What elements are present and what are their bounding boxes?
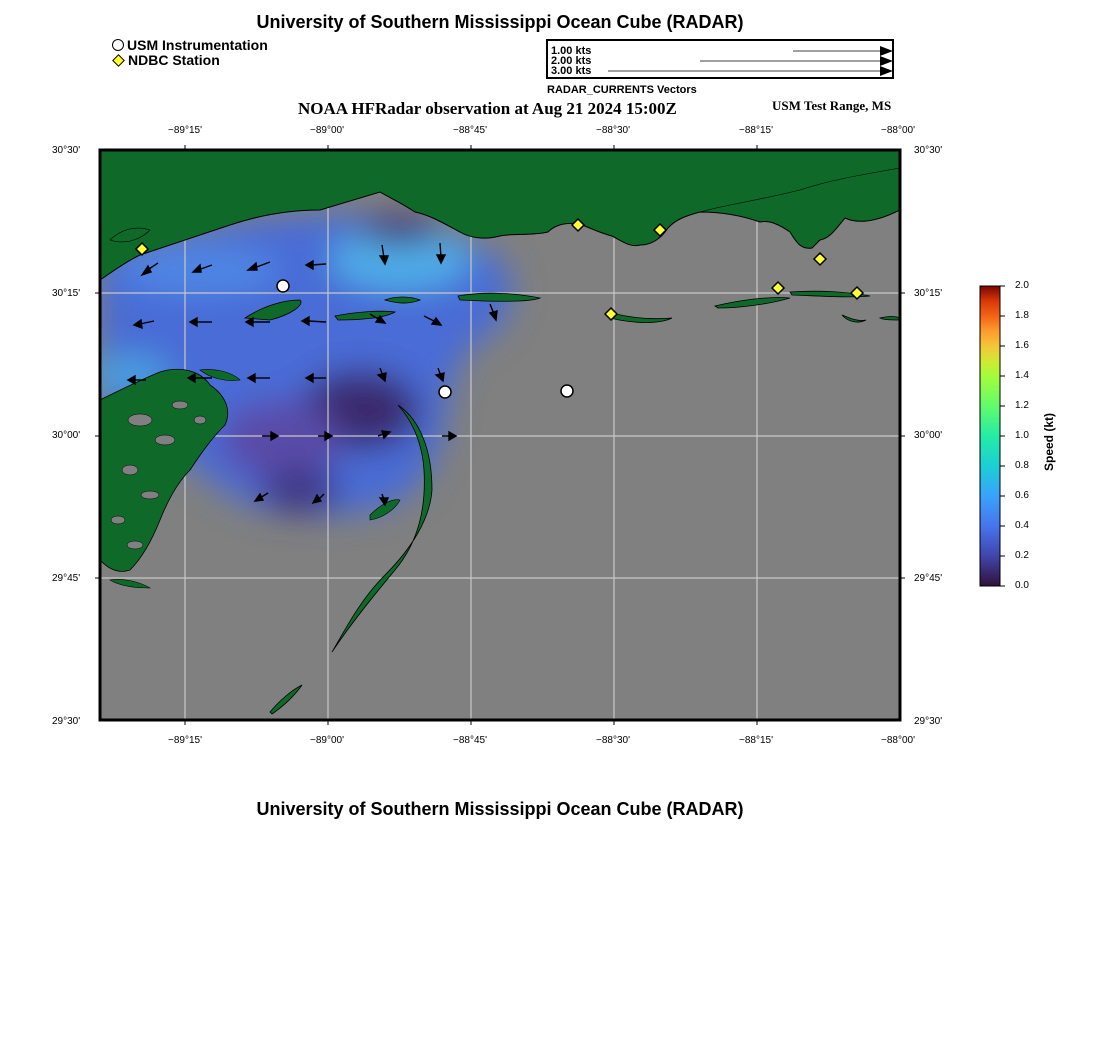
lat-tick-right: 29°45' bbox=[914, 573, 943, 584]
colorbar-tick: 0.4 bbox=[1015, 520, 1029, 531]
lat-tick-left: 30°15' bbox=[52, 288, 81, 299]
lon-tick-bottom: −89°15' bbox=[168, 735, 202, 746]
colorbar-tick: 2.0 bbox=[1015, 280, 1029, 291]
lon-tick-bottom: −88°15' bbox=[739, 735, 773, 746]
lat-tick-left: 29°45' bbox=[52, 573, 81, 584]
vector-scale-1: 1.00 kts bbox=[551, 45, 592, 57]
colorbar-tick: 1.6 bbox=[1015, 340, 1029, 351]
colorbar-label: Speed (kt) bbox=[1042, 412, 1057, 472]
legend-ndbc-label: NDBC Station bbox=[128, 52, 220, 68]
colorbar-tick: 1.2 bbox=[1015, 400, 1029, 411]
lat-tick-right: 30°30' bbox=[914, 145, 943, 156]
lat-tick-right: 29°30' bbox=[914, 716, 943, 727]
lon-tick-bottom: −88°45' bbox=[453, 735, 487, 746]
lon-tick-bottom: −89°00' bbox=[310, 735, 344, 746]
lon-tick-top: −88°45' bbox=[453, 125, 487, 136]
lat-tick-left: 29°30' bbox=[52, 716, 81, 727]
lon-tick-bottom: −88°00' bbox=[881, 735, 915, 746]
bottom-title: University of Southern Mississippi Ocean Cube (RADAR) bbox=[256, 799, 744, 819]
colorbar-tick: 1.0 bbox=[1015, 430, 1029, 441]
map-subtitle: NOAA HFRadar observation at Aug 21 2024 15:00Z bbox=[298, 99, 677, 118]
lat-tick-right: 30°15' bbox=[914, 288, 943, 299]
test-range-label: USM Test Range, MS bbox=[772, 98, 892, 113]
lon-tick-top: −89°15' bbox=[168, 125, 202, 136]
colorbar-tick: 0.2 bbox=[1015, 550, 1029, 561]
colorbar-tick: 1.8 bbox=[1015, 310, 1029, 321]
lon-tick-top: −89°00' bbox=[310, 125, 344, 136]
lon-tick-top: −88°30' bbox=[596, 125, 630, 136]
vector-scale-2: 2.00 kts bbox=[551, 55, 592, 67]
lon-tick-bottom: −88°30' bbox=[596, 735, 630, 746]
lon-tick-top: −88°00' bbox=[881, 125, 915, 136]
figure-title: University of Southern Mississippi Ocean Cube (RADAR) bbox=[256, 12, 744, 32]
vector-scale-3: 3.00 kts bbox=[551, 65, 592, 77]
colorbar-tick: 1.4 bbox=[1015, 370, 1029, 381]
colorbar-tick: 0.0 bbox=[1015, 580, 1029, 591]
colorbar-tick: 0.8 bbox=[1015, 460, 1029, 471]
lat-tick-left: 30°00' bbox=[52, 430, 81, 441]
legend-usm-label: USM Instrumentation bbox=[127, 37, 268, 53]
vector-legend-caption: RADAR_CURRENTS Vectors bbox=[547, 84, 697, 96]
lat-tick-right: 30°00' bbox=[914, 430, 943, 441]
colorbar-tick: 0.6 bbox=[1015, 490, 1029, 501]
lon-tick-top: −88°15' bbox=[739, 125, 773, 136]
lat-tick-left: 30°30' bbox=[52, 145, 81, 156]
